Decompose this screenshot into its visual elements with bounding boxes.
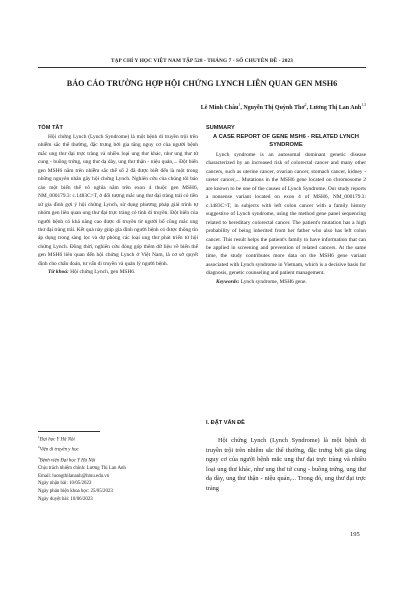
english-abstract: [206, 124, 366, 286]
affiliation-line: [38, 444, 198, 454]
corresponding-author: Chịu trách nhiệm chính: Lương Thị Lan Anh: [38, 465, 126, 471]
keywords-text: Lynch syndrome, MSH6 gene.: [240, 278, 307, 285]
introduction-text: Hội chứng Lynch (Lynch Syndrome) là một bệnh di truyền trội trên nhiễm sắc thể thường, đặc trưng bởi gia tăng nguy cơ của người bệnh mắc ung thư đại trực tràng và nhiều loại ung thư khác, như ung thư tử cung - buồng trứng, ung thư dạ dày, ung thư thận - niệu quản,... Trong đó, ung thư đại trực tràng: [206, 437, 366, 492]
journal-header: TẠP CHÍ Y HỌC VIỆT NAM TẬP 528 - THÁNG 7 - SỐ CHUYÊN ĐỀ - 2023: [111, 58, 293, 64]
affiliation-text: Viện di truyền y học: [39, 447, 79, 453]
keywords-label: Từ khoá:: [48, 269, 69, 276]
article-title: BÁO CÁO TRƯỜNG HỢP HỘI CHỨNG LYNCH LIÊN QUAN GEN MSH6: [66, 79, 338, 88]
keywords-label: Keywords:: [216, 278, 240, 285]
author-name: Lương Thị Lan Anh: [309, 105, 362, 111]
email-line: Email: luongthilananh@hmu.edu.vn: [38, 473, 110, 479]
reviewed-date: Ngày phản biện khoa học: 25/05/2023: [38, 489, 113, 495]
affiliation-mark: 2: [38, 445, 40, 450]
affiliation-line: [38, 455, 198, 465]
keywords-line: [38, 268, 198, 276]
summary-heading: SUMMARY: [206, 125, 235, 131]
summary-text: Lynch syndrome is an autosomal dominant genetic disease characterized by an increased risk of colorectal cancer and many other cancers, such as uterine cancer, ovarian cancer, stomach cancer, kidney - ureter cancer,... Mutations in the MSH6 gene located on chromosome 2 are known to be one of the causes of Lynch Syndrome. Our study reports a nonsense variant located on exon 4 of MSH6, NM_000179.3: c.1483C>T, in subjects with left colon cancer with a family history suggestive of Lynch syndrome, using the method gene panel sequencing related to hereditary colorectal cancer. The patient's mutation has a high probability of being inherited from her father who also has left colon cancer. This result helps the patient's family to have information that can be applied in screening and prevention of related cancers. At the same time, the study contributes more data on the MSH6 gene variant associated with Lynch syndrome in Vietnam, which is a decisive basis for diagnosis, genetic counseling and patient management.: [206, 152, 366, 277]
english-title: A CASE REPORT OF GENE MSH6 - RELATED LYNCH SYNDROME: [212, 134, 359, 148]
introduction-heading: I. ĐẶT VẤN ĐỀ: [206, 420, 245, 426]
accepted-date: Ngày duyệt bài: 10/06/2023: [38, 496, 93, 502]
affiliation-text: Đại học Y Hà Nội: [39, 437, 75, 443]
keywords-text: Hội chứng Lynch, gen MSH6.: [70, 269, 136, 276]
footnotes: [38, 434, 198, 504]
abstract-text: Hội chứng Lynch (Lynch Syndrome) là một bệnh di truyền trội trên nhiễm sắc thể thường, đặc trưng bởi gia tăng nguy cơ của người bệnh mắc ung thư đại trực tràng và nhiều loại ung thư khác, như ung thư tử cung - buồng trứng, ung thư dạ dày, ung thư thận - niệu quản,... Đột biến gen MSH6 nằm trên nhiễm sắc thể số 2 đã được biết đến là một trong những nguyên nhân gây hội chứng Lynch. Nghiên cứu của chúng tôi báo cáo một biến thể vô nghĩa nằm trên exon 4 thuộc gen MSH6, NM_000179.3: c.1483C>T, ở đối tượng mắc ung thư đại tràng trái có tiền sử gia đình gợi ý hội chứng Lynch, sử dụng phương pháp giải trình tự nhóm gen liên quan ung thư đại trực tràng có tính di truyền. Đột biến của người bệnh có khả năng cao được di truyền từ người bố cũng mắc ung thư đại tràng trái. Kết quả này giúp gia đình người bệnh có được thông tin áp dụng trong sàng lọc và dự phòng các loại ung thư phát triển từ hội chứng Lynch. Đồng thời, nghiên cứu đóng góp thêm dữ liệu về biến thể gen MSH6 liên quan đến hội chứng Lynch ở Việt Nam, là cơ sở quyết định cho chẩn đoán, tư vấn di truyền và quản lý người bệnh.: [38, 134, 198, 267]
abstract-heading: TÓM TẮT: [38, 125, 63, 131]
author-affiliation-mark: 1: [238, 103, 241, 107]
header-rule: [38, 67, 366, 68]
vietnamese-abstract: [38, 124, 198, 277]
introduction-body: [206, 436, 366, 494]
affiliation-text: Bệnh viện Đại học Y Hà Nội: [39, 458, 96, 464]
affiliation-mark: 3: [38, 455, 40, 460]
author-name: Nguyễn Thị Quỳnh Thơ: [243, 105, 305, 111]
footnote-rule: [38, 431, 100, 432]
author-name: Lê Minh Châu: [200, 105, 239, 111]
keywords-line: [206, 278, 366, 286]
author-affiliation-mark: 1,3: [361, 103, 366, 107]
author-list: Lê Minh Châu$^1$, Nguyễn Thị Quỳnh Thơ$^2$, Lương Thị Lan Anh$^{1,3}$: [200, 103, 366, 111]
page-number: 195: [350, 531, 360, 538]
affiliation-line: [38, 434, 198, 444]
author-affiliation-mark: 2: [304, 103, 307, 107]
received-date: Ngày nhận bài: 10/05/2023: [38, 481, 92, 487]
affiliation-mark: 1: [38, 435, 40, 439]
